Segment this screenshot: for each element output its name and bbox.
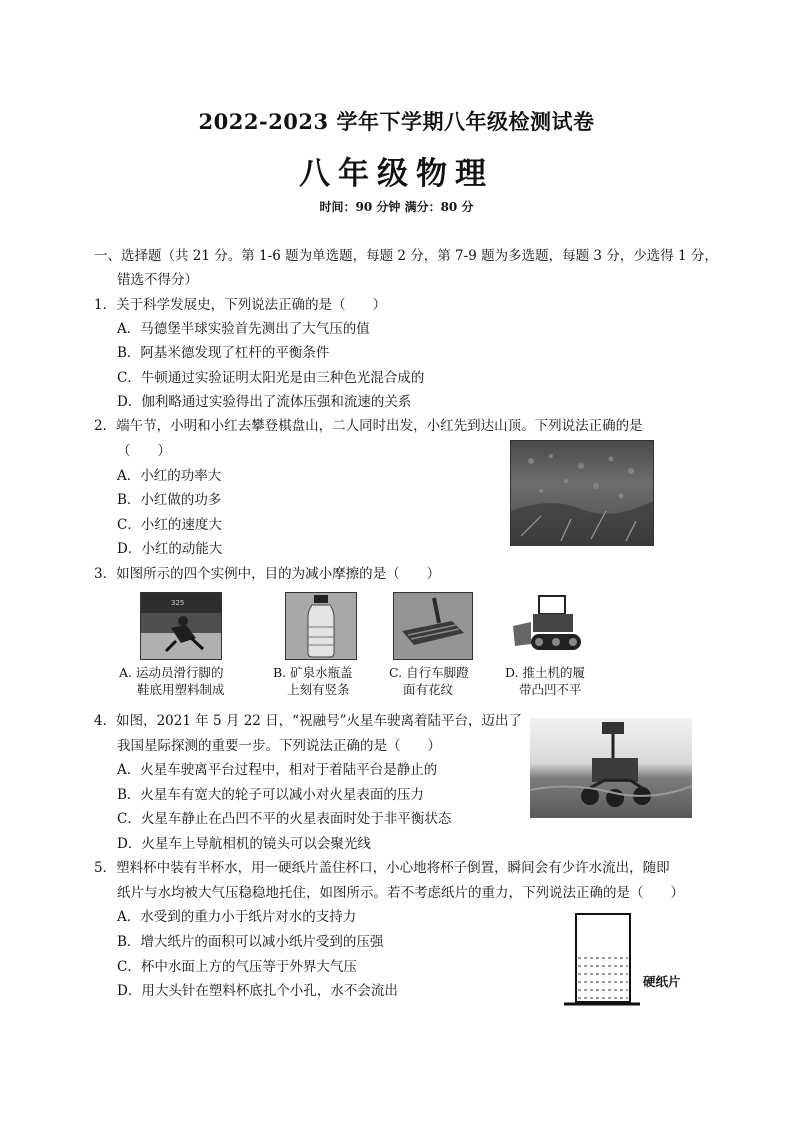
bicycle-pedal-image [393,592,473,660]
q5-option-a: A．水受到的重力小于纸片对水的支持力 [117,909,357,925]
q3-caption-b-line1: B. 矿泉水瓶盖 [273,665,353,680]
water-bottle-image [285,592,357,660]
q5-stem-line2: 纸片与水均被大气压稳稳地托住，如图所示。若不考虑纸片的重力，下列说法正确的是（ ） [117,885,684,901]
q4-stem-line2: 我国星际探测的重要一步。下列说法正确的是（ ） [117,738,441,754]
q1-option-b: B．阿基米德发现了杠杆的平衡条件 [117,345,330,361]
q5-option-c: C．杯中水面上方的气压等于外界大气压 [117,959,357,975]
cardboard-label: 硬纸片 [643,974,681,989]
section-heading-line2: 错选不得分） [117,272,198,288]
q3-caption-d-line1: D. 推土机的履 [505,665,586,680]
q4-option-b: B．火星车有宽大的轮子可以减小对火星表面的压力 [117,787,424,803]
q3-caption-c [389,664,469,698]
mars-rover-photo [530,718,692,818]
q3-caption-d [505,664,585,698]
bulldozer-image [505,592,587,658]
q5-option-b: B．增大纸片的面积可以减小纸片受到的压强 [117,934,384,950]
q1-option-d: D．伽利略通过实验得出了流体压强和流速的关系 [117,394,412,410]
q3-stem: 3．如图所示的四个实例中，目的为减小摩擦的是（ ） [94,566,441,582]
q5-stem-line1: 5．塑料杯中装有半杯水，用一硬纸片盖住杯口，小心地将杯子倒置，瞬间会有少许水流出，随即 [94,860,670,876]
section-heading-line1: 一、选择题（共 21 分。第 1-6 题为单选题，每题 2 分，第 7-9 题为多选题，每题 3 分，少选得 1 分， [94,248,718,264]
q3-caption-a-line2: 鞋底用塑料制成 [137,682,225,697]
q3-caption-d-line2: 带凸凹不平 [519,682,582,697]
q3-caption-a-line1: A. 运动员滑行脚的 [119,665,224,680]
q2-option-a: A．小红的功率大 [117,468,222,484]
inverted-cup-diagram [560,910,642,1010]
q4-option-c: C．火星车静止在凸凹不平的火星表面时处于非平衡状态 [117,811,452,827]
q2-option-b: B．小红做的功多 [117,492,222,508]
q3-caption-b [273,664,353,698]
svg-text:325: 325 [171,599,185,607]
q2-stem-line1: 2．端午节，小明和小红去攀登棋盘山，二人同时出发，小红先到达山顶。下列说法正确的是 [94,418,643,434]
mountain-photo [510,440,654,546]
q1-option-a: A．马德堡半球实验首先测出了大气压的值 [117,321,370,337]
q3-caption-b-line2: 上刻有竖条 [287,682,350,697]
q4-option-d: D．火星车上导航相机的镜头可以会聚光线 [117,836,371,852]
q2-stem-line2: （ ） [117,443,171,459]
q4-stem-line1: 4．如图，2021 年 5 月 22 日，“祝融号”火星车驶离着陆平台，迈出了 [94,713,522,729]
q5-option-d: D．用大头针在塑料杯底扎个小孔，水不会流出 [117,983,398,999]
subject-title: 八年级物理 [299,156,494,192]
q1-option-c: C．牛顿通过实验证明太阳光是由三种色光混合成的 [117,370,425,386]
q2-option-c: C．小红的速度大 [117,517,222,533]
q3-caption-c-line2: 面有花纹 [403,682,454,697]
q2-option-d: D．小红的动能大 [117,541,223,557]
q3-caption-c-line1: C. 自行车脚蹬 [389,665,469,680]
skater-image [140,592,222,660]
exam-title: 2022-2023 学年下学期八年级检测试卷 [198,109,595,134]
q1-stem: 1．关于科学发展史，下列说法正确的是（ ） [94,297,387,313]
q4-option-a: A．火星车驶离平台过程中，相对于着陆平台是静止的 [117,762,438,778]
q3-caption-a [119,664,225,698]
time-info: 时间：90 分钟 满分：80 分 [319,200,474,214]
